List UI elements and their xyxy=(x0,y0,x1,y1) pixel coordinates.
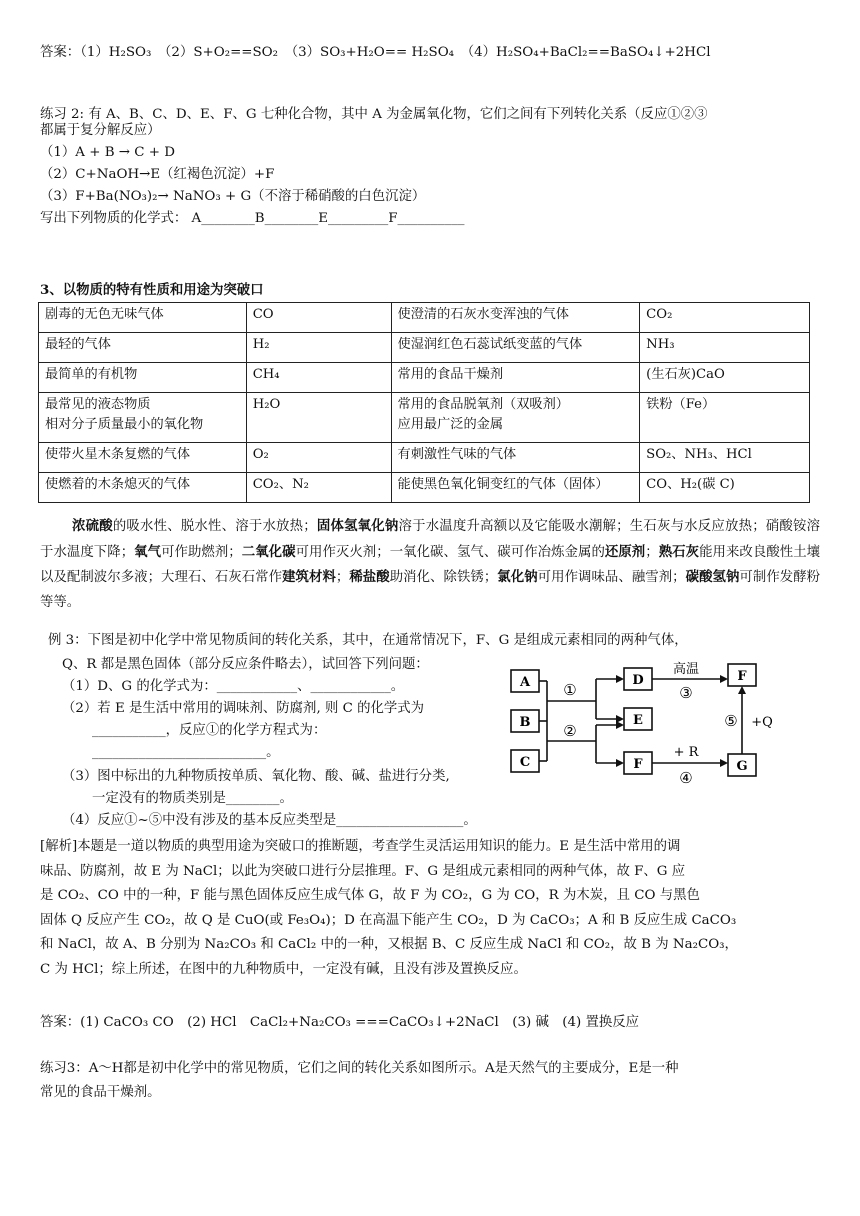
table-cell: H₂ xyxy=(246,333,391,363)
analysis-line: 固体 Q 反应产生 CO₂，故 Q 是 CuO(或 Fe₃O₄)；D 在高温下能产生 CO₂，D 为 CaCO₃；A 和 B 反应生成 CaCO₃ xyxy=(40,912,737,928)
term-conc-sulfuric-acid: 浓硫酸 xyxy=(72,518,113,534)
term-reducing-agent: 还原剂 xyxy=(604,543,646,560)
exercise2-reaction1: （1）A + B → C + D xyxy=(40,145,175,160)
exercise2-question: 写出下列物质的化学式： A________B________E_________F__________ xyxy=(40,211,465,226)
conversion-diagram xyxy=(500,658,790,788)
example3-q2b: ___________，反应①的化学方程式为： xyxy=(92,723,327,738)
circled-4: ④ xyxy=(679,769,693,787)
condition-gaowen: 高温 xyxy=(672,662,700,677)
term-nacl: 氯化钠 xyxy=(497,569,538,585)
table-cell: CO₂、N₂ xyxy=(246,473,391,503)
circled-1: ① xyxy=(563,681,577,699)
example3-q1: （1）D、G 的化学式为：____________、____________。 xyxy=(62,679,405,694)
analysis-line: [解析]本题是一道以物质的典型用途为突破口的推断题，考查学生灵活运用知识的能力。E 是生活中常用的调 xyxy=(40,839,681,854)
label-D: D xyxy=(632,673,644,688)
table-cell: 使燃着的木条熄灭的气体 xyxy=(39,473,247,503)
label-A: A xyxy=(519,675,531,690)
example3-q3b: 一定没有的物质类别是________。 xyxy=(92,791,293,806)
label-F1: F xyxy=(633,757,643,772)
circled-5: ⑤ xyxy=(724,712,738,730)
term-oxygen: 氧气 xyxy=(134,543,162,560)
table-row xyxy=(39,443,810,473)
table-cell: 使湿润红色石蕊试纸变蓝的气体 xyxy=(391,333,640,363)
exercise2-line2: 都属于复分解反应） xyxy=(40,123,161,138)
exercise2-line1: 练习 2: 有 A、B、C、D、E、F、G 七种化合物，其中 A 为金属氧化物，它们之间有下列转化关系（反应①②③ xyxy=(40,107,708,122)
label-C: C xyxy=(519,755,531,770)
analysis-line: C 为 HCl；综上所述，在图中的九种物质中，一定没有碱，且没有涉及置换反应。 xyxy=(40,961,527,977)
table-cell: CO、H₂(碳 C) xyxy=(640,473,810,503)
table-cell: CO xyxy=(246,303,391,333)
uses-paragraph: 浓硫酸的吸水性、脱水性、溶于水放热；固体氢氧化钠溶于水温度升高额以及它能吸水潮解；生石灰与水反应放热；硝酸铵溶于水温度下降；氧气可作助燃剂；二氧化碳可用作灭火剂；一氧化碳、氢气、碳可作冶炼金属的还原剂；熟石灰能用来改良酸性土壤以及配制波尔多液；大理石、石灰石常作建筑材料；稀盐酸助消化、除铁锈；氯化钠可用作调味品、融雪剂；碳酸氢钠可制作发酵粉等等。 xyxy=(40,518,821,610)
table-cell: NH₃ xyxy=(640,333,810,363)
label-E: E xyxy=(633,713,643,728)
table-cell: 最简单的有机物 xyxy=(39,363,247,393)
label-G: G xyxy=(736,759,748,774)
analysis-line: 是 CO₂、CO 中的一种，F 能与黑色固体反应生成气体 G，故 F 为 CO₂，G 为 CO，R 为木炭，且 CO 与黑色 xyxy=(40,888,700,903)
table-cell: O₂ xyxy=(246,443,391,473)
analysis-line: 和 NaCl，故 A、B 分别为 Na₂CO₃ 和 CaCl₂ 中的一种，又根据 B、C 反应生成 NaCl 和 CO₂，故 B 为 Na₂CO₃， xyxy=(40,937,738,952)
table-cell: 最常见的液态物质 相对分子质量最小的氧化物 xyxy=(39,393,247,443)
table-cell: 最轻的气体 xyxy=(39,333,247,363)
table-cell: 使澄清的石灰水变浑浊的气体 xyxy=(391,303,640,333)
answer-line-1: 答案：（1）H₂SO₃ （2）S+O₂==SO₂ （3）SO₃+H₂O== H₂SO₄ （4）H₂SO₄+BaCl₂==BaSO₄↓+2HCl xyxy=(40,45,711,60)
table-cell: 剧毒的无色无味气体 xyxy=(39,303,247,333)
table-cell: SO₂、NH₃、HCl xyxy=(640,443,810,473)
table-cell: 常用的食品干燥剂 xyxy=(391,363,640,393)
table-cell: 使带火星木条复燃的气体 xyxy=(39,443,247,473)
term-slaked-lime: 熟石灰 xyxy=(658,543,700,560)
table-row xyxy=(39,303,810,333)
table-cell: 铁粉（Fe） xyxy=(640,393,810,443)
table-cell: 能使黑色氧化铜变红的气体（固体） xyxy=(391,473,640,503)
table-cell: CH₄ xyxy=(246,363,391,393)
table-cell: H₂O xyxy=(246,393,391,443)
analysis-line: 味品、防腐剂，故 E 为 NaCl；以此为突破口进行分层推理。F、G 是组成元素相同的两种气体，故 F、G 应 xyxy=(40,863,686,879)
exercise2-reaction2: （2）C+NaOH→E（红褐色沉淀）+F xyxy=(40,167,275,182)
example3-q2c: __________________________。 xyxy=(92,745,280,760)
table-row xyxy=(39,363,810,393)
table-row xyxy=(39,473,810,503)
table-cell: 有刺激性气味的气体 xyxy=(391,443,640,473)
term-nahco3: 碳酸氢钠 xyxy=(685,569,740,585)
example3-q3a: （3）图中标出的九种物质按单质、氧化物、酸、碱、盐进行分类, xyxy=(62,769,450,784)
example3-q2a: （2）若 E 是生活中常用的调味剂、防腐剂, 则 C 的化学式为 xyxy=(62,701,425,716)
exercise2-reaction3: （3）F+Ba(NO₃)₂→ NaNO₃ + G（不溶于稀硝酸的白色沉淀） xyxy=(40,189,426,204)
example3-intro2: Q、R 都是黑色固体（部分反应条件略去），试回答下列问题： xyxy=(62,657,429,672)
example3-intro1: 例 3：下图是初中化学中常见物质间的转化关系，其中，在通常情况下，F、G 是组成元素相同的两种气体， xyxy=(48,633,688,648)
label-F2: F xyxy=(737,669,747,684)
exercise3-line1: 练习3：A～H都是初中化学中的常见物质，它们之间的转化关系如图所示。A是天然气的主要成分，E是一种 xyxy=(40,1061,679,1076)
example3-q4: （4）反应①~⑤中没有涉及的基本反应类型是___________________。 xyxy=(62,813,477,828)
condition-plus-r: + R xyxy=(673,745,699,760)
label-B: B xyxy=(519,715,531,730)
exercise3-line2: 常见的食品干燥剂。 xyxy=(40,1085,161,1100)
table-row xyxy=(39,393,810,443)
section3-title: 3、以物质的特有性质和用途为突破口 xyxy=(40,282,264,298)
properties-table xyxy=(38,302,810,503)
term-dilute-hcl: 稀盐酸 xyxy=(349,569,390,585)
term-naoh: 固体氢氧化钠 xyxy=(316,518,399,534)
table-row xyxy=(39,333,810,363)
term-building-material: 建筑材料 xyxy=(282,569,336,585)
circled-3: ③ xyxy=(679,684,693,702)
table-cell: CO₂ xyxy=(640,303,810,333)
table-cell: (生石灰)CaO xyxy=(640,363,810,393)
answer-line-3: 答案：(1) CaCO₃ CO (2) HCl CaCl₂+Na₂CO₃ ===CaCO₃↓+2NaCl (3) 碱 (4) 置换反应 xyxy=(40,1015,640,1030)
term-co2: 二氧化碳 xyxy=(241,543,296,560)
condition-plus-q: +Q xyxy=(751,715,773,730)
table-cell: 常用的食品脱氧剂（双吸剂） 应用最广泛的金属 xyxy=(391,393,640,443)
circled-2: ② xyxy=(563,722,577,740)
